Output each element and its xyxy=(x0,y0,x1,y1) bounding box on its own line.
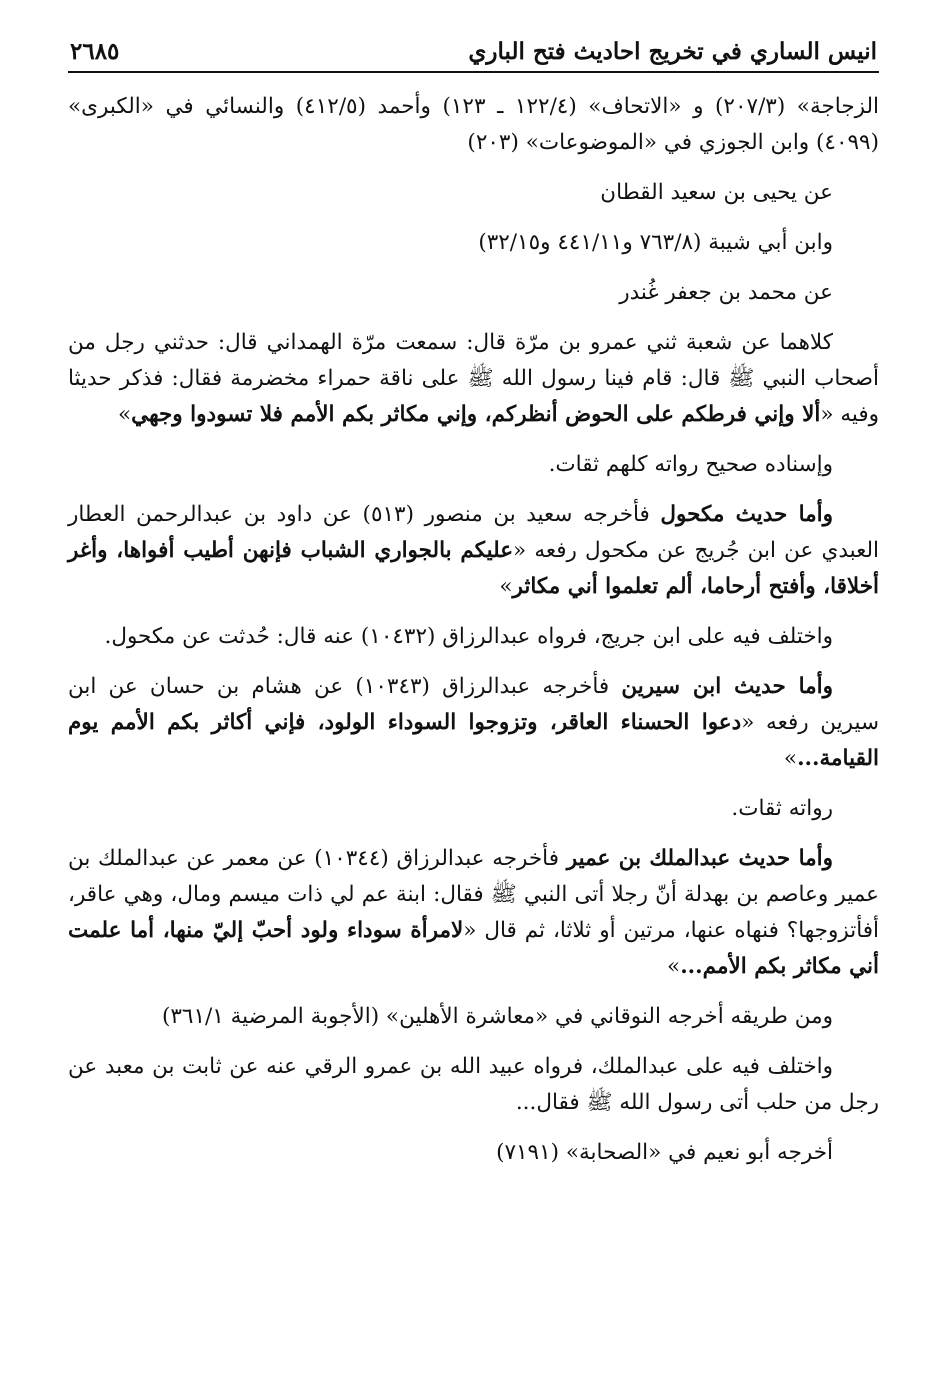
paragraph xyxy=(68,89,879,161)
paragraph xyxy=(68,325,879,433)
text-segment: » xyxy=(118,402,132,427)
text-segment: فأخرجه سعيد بن منصور (٥١٣) عن داود بن عبدالرحمن العطار العبدي عن ابن جُريج عن مكحول رفعه « xyxy=(68,502,879,563)
text-segment: فأخرجه عبدالرزاق (١٠٣٤٣) عن هشام بن حسان عن ابن سيرين رفعه « xyxy=(68,674,879,735)
text-segment: وابن أبي شيبة (٧٦٣/٨ و٤٤١/١١ و٣٢/١٥) xyxy=(478,230,833,255)
text-segment: واختلف فيه على ابن جريج، فرواه عبدالرزاق (١٠٤٣٢) عنه قال: حُدثت عن مكحول. xyxy=(104,624,833,649)
text-segment: أخرجه أبو نعيم في «الصحابة» (٧١٩١) xyxy=(496,1140,833,1165)
text-segment: » xyxy=(499,574,513,599)
text-segment: كلاهما عن شعبة ثني عمرو بن مرّة قال: سمعت مرّة الهمداني قال: حدثني رجل من أصحاب النبي ﷺ قال: قام فينا رسول الله ﷺ على ناقة حمراء مخضرمة فقال: فذكر حديثا وفيه « xyxy=(68,330,879,427)
text-segment: ومن طريقه أخرجه النوقاني في «معاشرة الأهلين» (الأجوبة المرضية ٣٦١/١) xyxy=(161,1004,833,1029)
paragraph xyxy=(68,669,879,777)
paragraph xyxy=(68,1135,879,1171)
bold-text-segment: وأما حديث عبدالملك بن عمير xyxy=(566,846,834,871)
page-number: ٢٦٨٥ xyxy=(70,38,120,65)
bold-text-segment: وأما حديث مكحول xyxy=(660,502,834,527)
paragraph xyxy=(68,841,879,985)
text-segment: عن يحيى بن سعيد القطان xyxy=(600,180,833,205)
book-title: انيس الساري في تخريج احاديث فتح الباري xyxy=(468,38,877,65)
text-segment: واختلف فيه على عبدالملك، فرواه عبيد الله بن عمرو الرقي عنه عن ثابت بن معبد عن رجل من حلب أتى رسول الله ﷺ فقال... xyxy=(68,1054,879,1115)
text-segment: رواته ثقات. xyxy=(731,796,833,821)
paragraph xyxy=(68,619,879,655)
text-segment: » xyxy=(667,954,681,979)
bold-text-segment: ألا وإني فرطكم على الحوض أنظركم، وإني مكاثر بكم الأمم فلا تسودوا وجهي xyxy=(131,402,821,427)
bold-text-segment: دعوا الحسناء العاقر، وتزوجوا السوداء الولود، فإني أكاثر بكم الأمم يوم القيامة... xyxy=(68,710,879,771)
paragraph xyxy=(68,275,879,311)
paragraph xyxy=(68,225,879,261)
bold-text-segment: وأما حديث ابن سيرين xyxy=(621,674,834,699)
text-segment: الزجاجة» (٢٠٧/٣) و «الاتحاف» (١٢٢/٤ ـ ١٢٣) وأحمد (٤١٢/٥) والنسائي في «الكبرى» (٤٠٩٩) وابن الجوزي في «الموضوعات» (٢٠٣) xyxy=(68,94,879,155)
paragraph xyxy=(68,791,879,827)
bold-text-segment: عليكم بالجواري الشباب فإنهن أطيب أفواها، وأغر أخلاقا، وأفتح أرحاما، ألم تعلموا أني مكاثر xyxy=(68,538,879,599)
paragraph xyxy=(68,999,879,1035)
text-segment: » xyxy=(783,746,798,771)
text-segment: وإسناده صحيح رواته كلهم ثقات. xyxy=(548,452,833,477)
paragraph xyxy=(68,447,879,483)
paragraph xyxy=(68,1049,879,1121)
paragraph xyxy=(68,175,879,211)
bold-text-segment: لامرأة سوداء ولود أحبّ إليّ منها، أما علمت أني مكاثر بكم الأمم... xyxy=(68,918,879,979)
running-header xyxy=(68,38,879,73)
text-segment: فأخرجه عبدالرزاق (١٠٣٤٤) عن معمر عن عبدالملك بن عمير وعاصم بن بهدلة أنّ رجلا أتى النبي ﷺ فقال: ابنة عم لي ذات ميسم ومال، وهي عاقر، أفأتزوجها؟ فنهاه عنها، مرتين أو ثلاثا، ثم قال « xyxy=(68,846,879,943)
paragraph xyxy=(68,497,879,605)
page-body xyxy=(68,89,879,1171)
text-segment: عن محمد بن جعفر غُندر xyxy=(619,280,833,305)
